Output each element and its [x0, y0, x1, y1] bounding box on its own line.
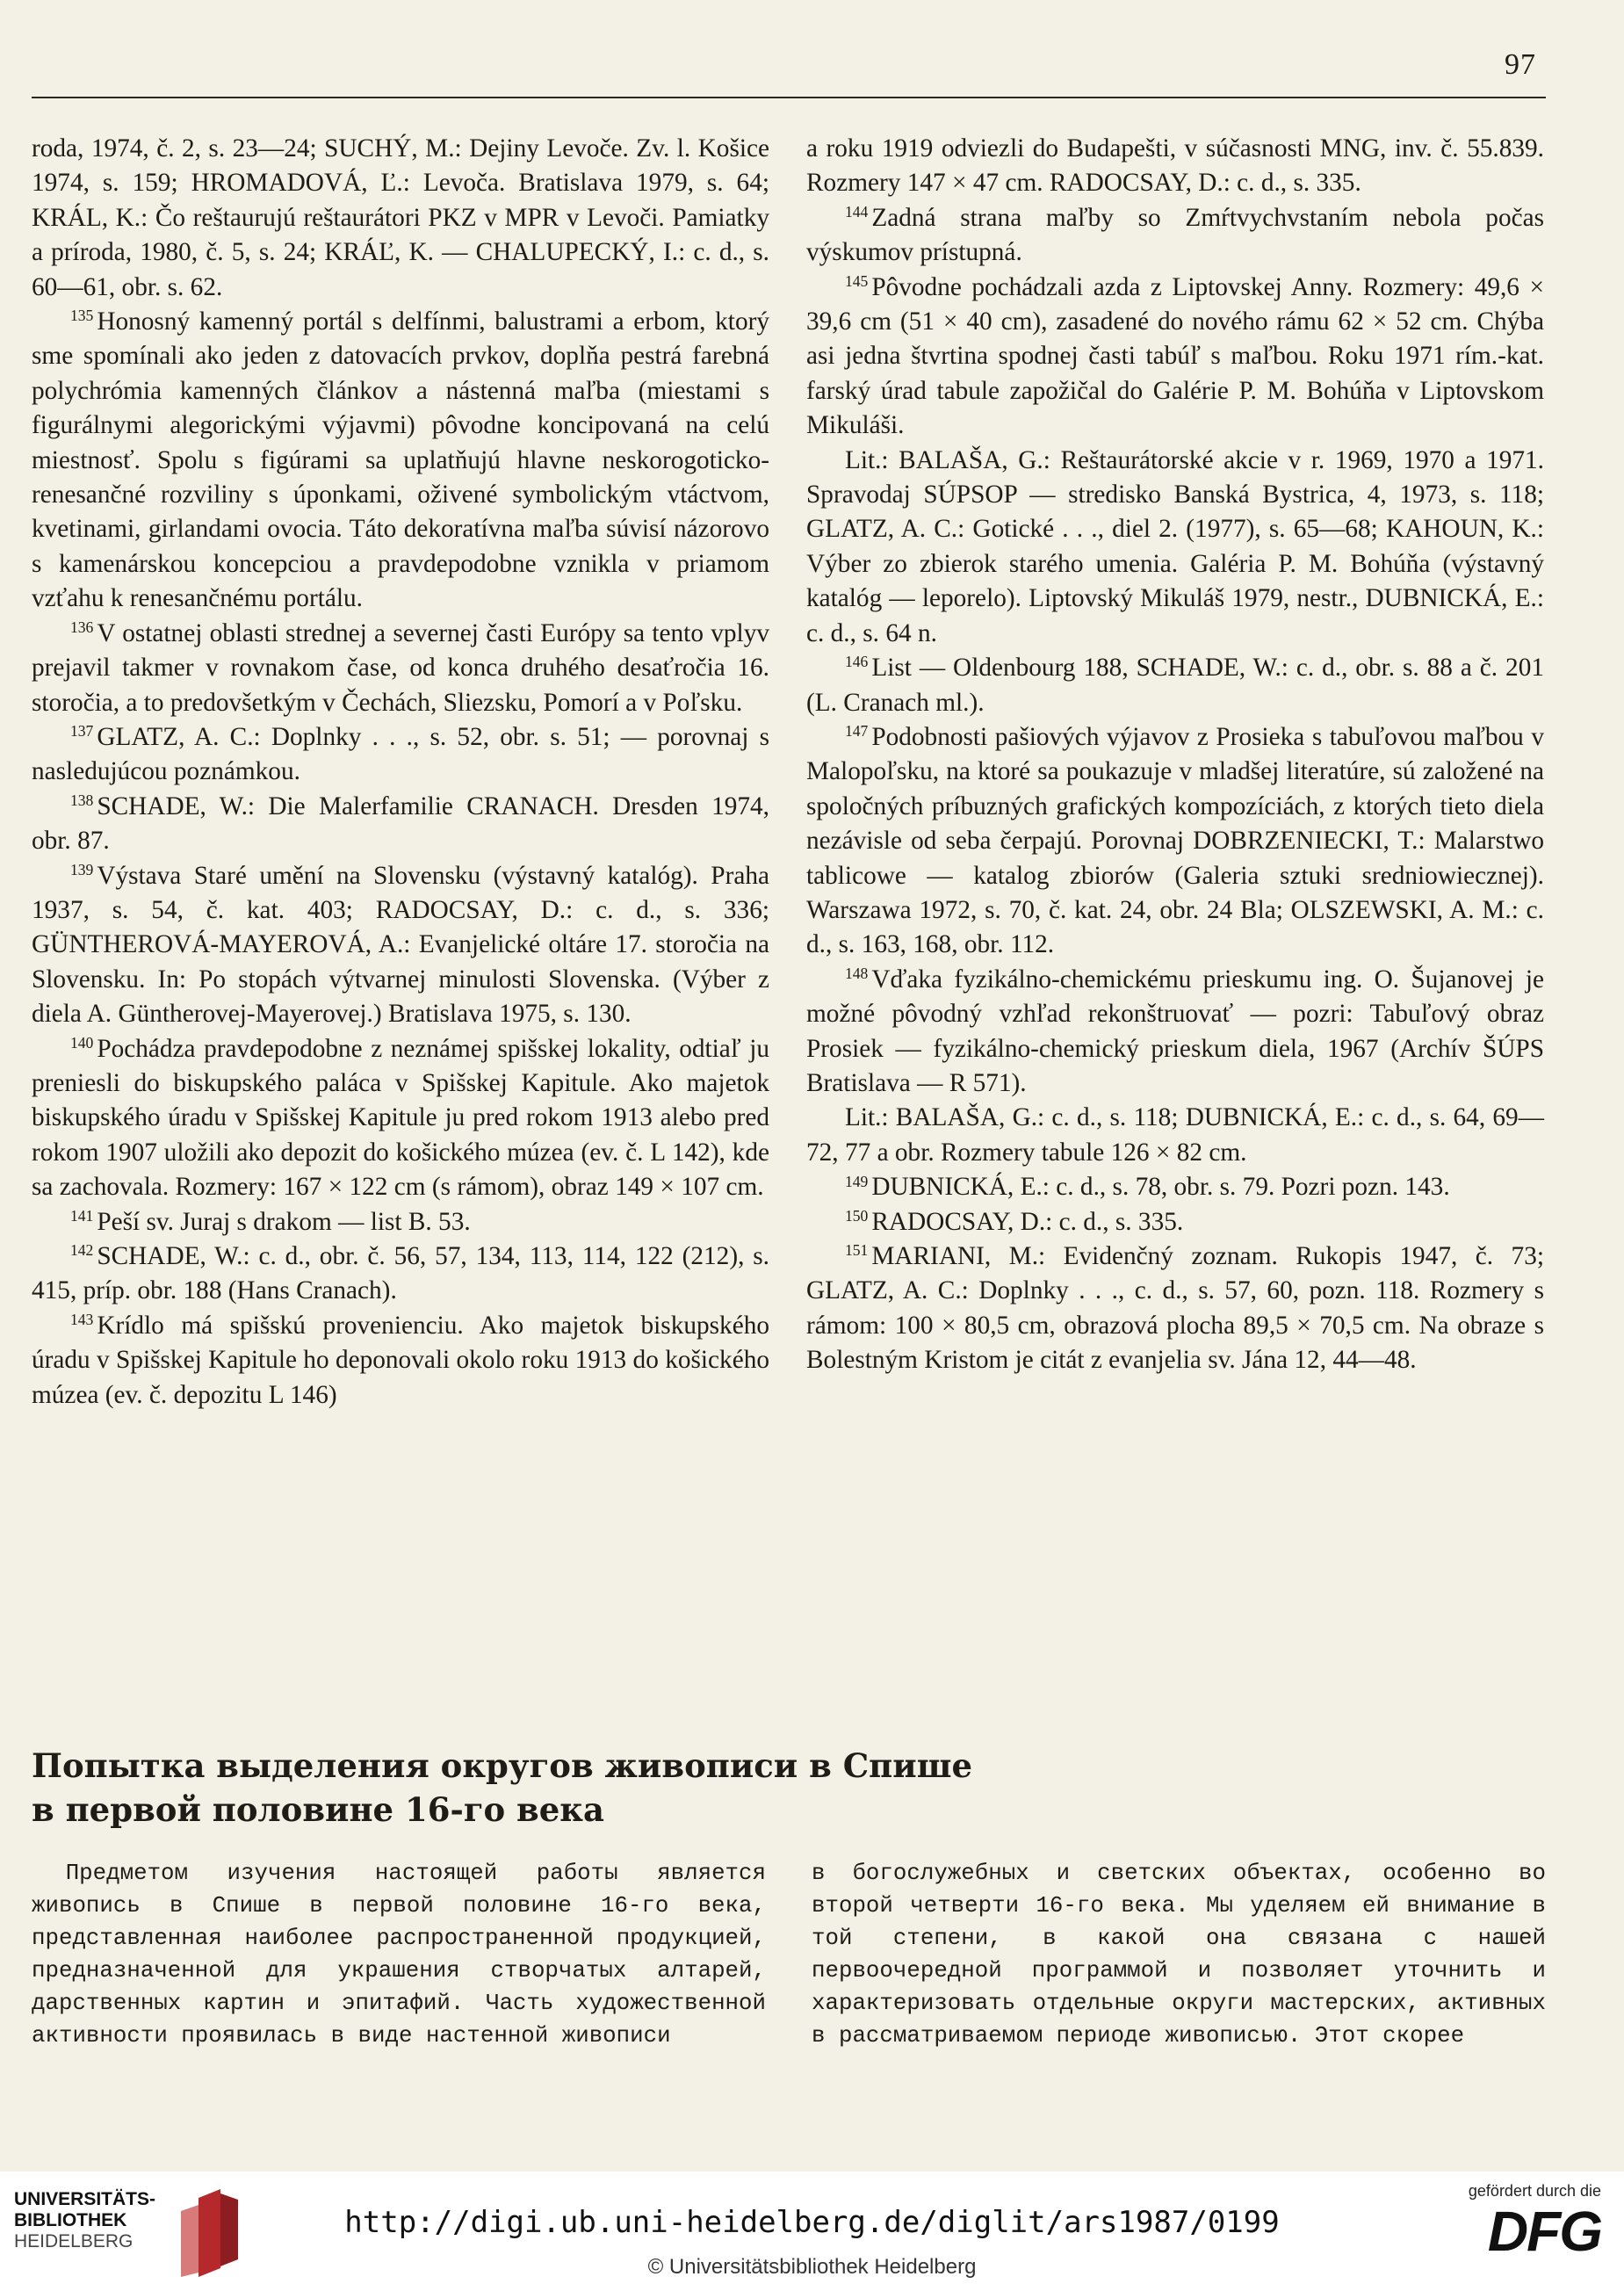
footnote-text: Pôvodne pochádzali azda z Liptovskej Anny. Rozmery: 49,6 × 39,6 cm (51 × 40 cm), zasadené do nového rámu 62 × 52 cm. Chýba asi jedna štvrtina spodnej časti tabúľ s maľbou. Roku 1971 rím.-kat. farský úrad tabule zapožičal do Galérie P. M. Bohúňa v Liptovskom Mikuláši. [806, 272, 1544, 440]
footnote-number: 136 [69, 618, 94, 637]
footnote [806, 1170, 1544, 1204]
footnote-number: 143 [69, 1311, 94, 1329]
footnote [806, 132, 1544, 201]
footnote [32, 1032, 769, 1205]
footnote-number: 142 [69, 1241, 94, 1260]
digitization-footer [0, 2172, 1624, 2291]
copyright-notice: © Universitätsbibliothek Heidelberg [647, 2255, 977, 2279]
footnote-text: Vďaka fyzikálno-chemickému prieskumu ing. O. Šujanovej je možné pôvodný vzhľad rekonštruovať — pozri: Tabuľový obraz Prosiek — fyzikálno-chemický prieskum diela, 1967 (Archív ŠÚPS Bratislava — R 571). [806, 965, 1544, 1097]
footnote [32, 1309, 769, 1413]
footnote [32, 617, 769, 720]
footnote-number: 147 [844, 722, 869, 741]
footnotes-left-column [32, 132, 769, 1413]
footnote-text: a roku 1919 odviezli do Budapešti, v súčasnosti MNG, inv. č. 55.839. Rozmery 147 × 47 cm. RADOCSAY, D.: c. d., s. 335. [806, 134, 1544, 198]
heading-line-2: в первой половине 16-го века [32, 1790, 604, 1829]
russian-summary-heading [32, 1744, 1261, 1832]
footnote-text: V ostatnej oblasti strednej a severnej časti Európy sa tento vplyv prejavil takmer v rovnakom čase, od konca druhého desaťročia 16. storočia, a to predovšetkým v Čechách, Sliezsku, Pomorí a v Poľsku. [32, 618, 769, 717]
dfg-funding-logo[interactable] [1452, 2182, 1601, 2262]
heading-line-1: Попытка выделения округов живописи в Спише [32, 1746, 972, 1785]
russian-summary-right-column [812, 1857, 1546, 2052]
footnote [32, 1239, 769, 1309]
footnote-number: 146 [844, 653, 869, 671]
footnote-text: Krídlo má spišskú provenienciu. Ako majetok biskupského úradu v Spišskej Kapitule ho deponovali okolo roku 1913 do košického múzea (ev. č. depozitu L 146) [32, 1311, 769, 1409]
footnote [806, 1205, 1544, 1239]
library-name-line-1: UNIVERSITÄTS- [14, 2189, 156, 2209]
footnote-number: 141 [69, 1206, 94, 1225]
footnote-text: GLATZ, A. C.: Doplnky . . ., s. 52, obr. s. 51; — porovnaj s nasledujúcou poznámkou. [32, 722, 769, 786]
footnote-text: List — Oldenbourg 188, SCHADE, W.: c. d., obr. s. 88 a č. 201 (L. Cranach ml.). [806, 654, 1544, 717]
footnote-number: 135 [69, 307, 94, 325]
footnote [806, 1101, 1544, 1170]
footnote [806, 1239, 1544, 1378]
footnote-text: SCHADE, W.: Die Malerfamilie CRANACH. Dresden 1974, obr. 87. [32, 791, 769, 856]
russian-summary-left-column [32, 1857, 766, 2052]
dfg-wordmark: DFG [1487, 2200, 1601, 2263]
footnote-text: SCHADE, W.: c. d., obr. č. 56, 57, 134, 113, 114, 122 (212), s. 415, príp. obr. 188 (Hans Cranach). [32, 1242, 769, 1305]
footnote-number: 148 [844, 965, 869, 983]
footnote [806, 201, 1544, 271]
footnote-text: Zadná strana maľby so Zmŕtvychvstaním nebola počas výskumov prístupná. [806, 203, 1544, 267]
footnote-number: 137 [69, 722, 94, 741]
footnote-text: Peší sv. Juraj s drakom — list B. 53. [97, 1207, 471, 1236]
footnote-text: roda, 1974, č. 2, s. 23—24; SUCHÝ, M.: Dejiny Levoče. Zv. l. Košice 1974, s. 159; HROMADOVÁ, Ľ.: Levoča. Bratislava 1979, s. 64; KRÁL, K.: Čo reštaurujú reštaurátori PKZ v MPR v Levoči. Pamiatky a príroda, 1980, č. 5, s. 24; KRÁĽ, K. — CHALUPECKÝ, I.: c. d., s. 60—61, obr. s. 62. [32, 134, 769, 301]
footnotes-right-column [806, 132, 1544, 1378]
footnote [806, 720, 1544, 963]
footnote-number: 140 [69, 1033, 94, 1052]
footnote [806, 271, 1544, 444]
footnote-text: Výstava Staré umění na Slovensku (výstavný katalóg). Praha 1937, s. 54, č. kat. 403; RADOCSAY, D.: c. d., s. 336; GÜNTHEROVÁ-MAYEROVÁ, A.: Evanjelické oltáre 17. storočia na Slovensku. In: Po stopách výtvarnej minulosti Slovenska. (Výber z diela A. Güntherovej-Mayerovej.) Bratislava 1975, s. 130. [32, 861, 769, 1029]
library-name-line-3: HEIDELBERG [14, 2231, 134, 2251]
russian-paragraph-left: Предметом изучения настоящей работы является живопись в Спише в первой половине 16-го века, представленная наиболее распространенной продукцией, предназначенной для украшения створчатых алтарей, дарственных картин и эпитафий. Часть художественной активности проявилась в виде настенной живописи [32, 1861, 766, 2049]
footnote [32, 1205, 769, 1239]
footnote-text: MARIANI, M.: Evidenčný zoznam. Rukopis 1947, č. 73; GLATZ, A. C.: Doplnky . . ., c. d., s. 57, 60, pozn. 118. Rozmery s rámom: 100 × 80,5 cm, obrazová plocha 89,5 × 70,5 cm. Na obraze s Bolestným Kristom je citát z evanjelia sv. Jána 12, 44—48. [806, 1242, 1544, 1375]
footnote-number: 151 [844, 1241, 869, 1260]
footnote [32, 305, 769, 617]
footnote-text: Lit.: BALAŠA, G.: c. d., s. 118; DUBNICKÁ, E.: c. d., s. 64, 69—72, 77 a obr. Rozmery tabule 126 × 82 cm. [806, 1103, 1544, 1167]
header-rule [32, 97, 1546, 98]
footnote [32, 859, 769, 1032]
footnote [806, 444, 1544, 651]
footnote-number: 138 [69, 791, 94, 810]
footnote-number: 150 [844, 1206, 869, 1225]
permalink-url[interactable]: http://digi.ub.uni-heidelberg.de/diglit/ars1987/0199 [344, 2205, 1280, 2240]
footnote [32, 790, 769, 859]
dfg-tagline: gefördert durch die [1468, 2182, 1601, 2200]
page-number: 97 [1505, 48, 1536, 81]
footnote [32, 132, 769, 305]
footnote-text: Lit.: BALAŠA, G.: Reštaurátorské akcie v r. 1969, 1970 a 1971. Spravodaj SÚPSOP — stredisko Banská Bystrica, 4, 1973, s. 118; GLATZ, A. C.: Gotické . . ., diel 2. (1977), s. 65—68; KAHOUN, K.: Výber zo zbierok starého umenia. Galéria P. M. Bohúňa (výstavný katalóg — leporelo). Liptovský Mikuláš 1979, nestr., DUBNICKÁ, E.: c. d., s. 64 n. [806, 445, 1544, 647]
footnote-text: RADOCSAY, D.: c. d., s. 335. [871, 1207, 1184, 1236]
footnote [806, 651, 1544, 720]
russian-paragraph-right: в богослужебных и светских объектах, особенно во второй четверти 16-го века. Мы уделяем ей внимание в той степени, в какой она связана с нашей первоочередной программой и позволяет уточнить и характеризовать отдельные округи мастерских, активных в рассматриваемом периоде живописью. Этот скорее [812, 1861, 1546, 2049]
library-name-line-2: BIBLIOTHEK [14, 2210, 127, 2230]
footnote-number: 149 [844, 1172, 869, 1190]
footnote-number: 145 [844, 271, 869, 290]
footnote-number: 139 [69, 860, 94, 878]
footnote-text: Honosný kamenný portál s delfínmi, balustrami a erbom, ktorý sme spomínali ako jeden z datovacích prvkov, doplňa pestrá farebná polychrómia kamenných článkov a nástenná maľba (miestami s figurálnymi alegorickými výjavmi) pôvodne koncipovaná na celú miestnosť. Spolu s figúrami sa uplatňujú hlavne neskorogoticko-renesančné rozviliny s úponkami, oživené symbolickým vtáctvom, kvetinami, girlandami ovocia. Táto dekoratívna maľba súvisí názorovo s kamenárskou koncepciou a pravdepodobne vznikla v priamom vzťahu k renesančnému portálu. [32, 307, 769, 613]
footnote-number: 144 [844, 203, 869, 221]
footnote [32, 720, 769, 790]
footnote-text: Pochádza pravdepodobne z neznámej spišskej lokality, odtiaľ ju preniesli do biskupského paláca v Spišskej Kapitule. Ako majetok biskupského úradu v Spišskej Kapitule ju pred rokom 1913 alebo pred rokom 1907 uložili ako depozit do košického múzea (ev. č. L 142), kde sa zachovala. Rozmery: 167 × 122 cm (s rámom), obraz 149 × 107 cm. [32, 1034, 769, 1202]
footnote-text: Podobnosti pašiových výjavov z Prosieka s tabuľovou maľbou v Malopoľsku, na ktoré sa poukazuje v mladšej literatúre, sú založené na spoločných príbuzných grafických kompozíciách, z ktorých tieto diela nezávisle od seba čerpajú. Porovnaj DOBRZENIECKI, T.: Malarstwo tablicowe — katalog zbiorów (Galeria sztuki sredniowiecznej). Warszawa 1972, s. 70, č. kat. 24, obr. 24 Bla; OLSZEWSKI, A. M.: c. d., s. 163, 168, obr. 112. [806, 722, 1544, 959]
footnote-text: DUBNICKÁ, E.: c. d., s. 78, obr. s. 79. Pozri pozn. 143. [871, 1173, 1450, 1202]
footnote [806, 963, 1544, 1102]
